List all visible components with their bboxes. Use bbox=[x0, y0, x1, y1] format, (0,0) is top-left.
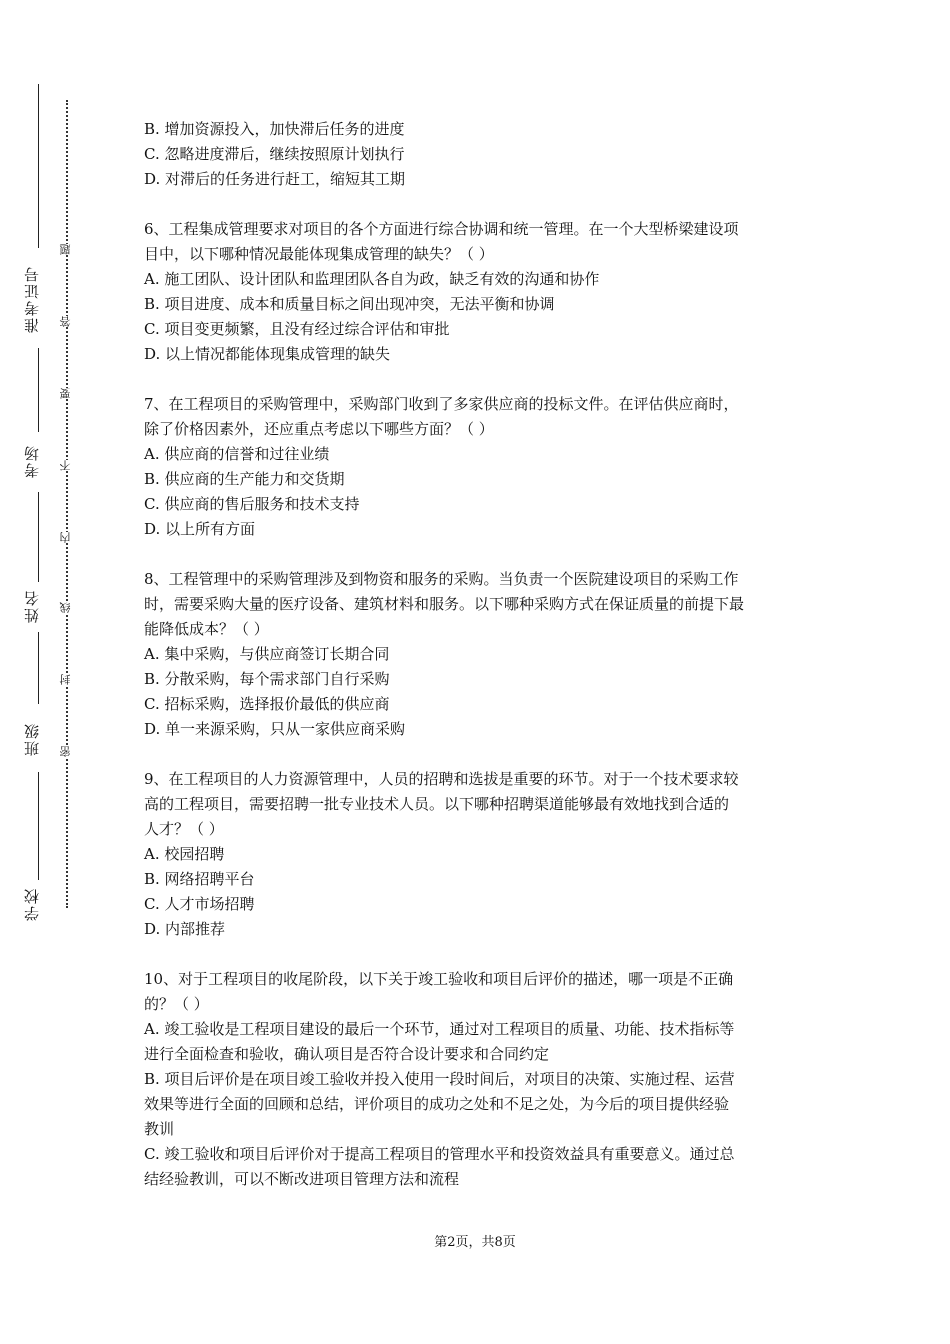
seal-char-nei: 内 bbox=[59, 532, 75, 543]
question-stem-line: 7、在工程项目的采购管理中，采购部门收到了多家供应商的投标文件。在评估供应商时， bbox=[144, 395, 739, 413]
option-line: D. 以上情况都能体现集成管理的缺失 bbox=[144, 345, 391, 363]
question-6 bbox=[144, 217, 812, 367]
option-line: D. 内部推荐 bbox=[144, 920, 226, 938]
option-line: B. 增加资源投入，加快滞后任务的进度 bbox=[144, 120, 405, 138]
question-7 bbox=[144, 392, 812, 542]
question-content bbox=[144, 117, 812, 1192]
seal-char-xian: 线 bbox=[59, 602, 75, 613]
option-line: C. 项目变更频繁，且没有经过综合评估和审批 bbox=[144, 320, 450, 338]
question-stem-line: 人才？（ ） bbox=[144, 820, 224, 838]
option-line: B. 供应商的生产能力和交货期 bbox=[144, 470, 345, 488]
option-line: 进行全面检查和验收，确认项目是否符合设计要求和合同约定 bbox=[144, 1045, 550, 1063]
option-line: C. 人才市场招聘 bbox=[144, 895, 255, 913]
seal-char-da: 答 bbox=[59, 316, 75, 327]
option-line: A. 施工团队、设计团队和监理团队各自为政，缺乏有效的沟通和协作 bbox=[144, 270, 600, 288]
question-stem-line: 10、对于工程项目的收尾阶段，以下关于竣工验收和项目后评价的描述，哪一项是不正确 bbox=[144, 970, 734, 988]
seal-char-mi: 密 bbox=[59, 746, 75, 757]
option-line: C. 忽略进度滞后，继续按照原计划执行 bbox=[144, 145, 405, 163]
question-stem-line: 目中，以下哪种情况最能体现集成管理的缺失？（ ） bbox=[144, 245, 494, 263]
seal-dotted-line bbox=[66, 100, 68, 908]
question-9 bbox=[144, 767, 812, 942]
option-line: C. 招标采购，选择报价最低的供应商 bbox=[144, 695, 390, 713]
option-line: A. 集中采购，与供应商签订长期合同 bbox=[144, 645, 390, 663]
exam-room-line bbox=[38, 348, 39, 432]
page-number: 第2页，共8页 bbox=[434, 1235, 516, 1250]
question-stem-line: 的？（ ） bbox=[144, 995, 209, 1013]
option-line: A. 供应商的信誉和过往业绩 bbox=[144, 445, 330, 463]
field-class: 班级 bbox=[23, 722, 41, 756]
question-stem-line: 9、在工程项目的人力资源管理中，人员的招聘和选拔是重要的环节。对于一个技术要求较 bbox=[144, 770, 739, 788]
field-name: 姓名 bbox=[23, 589, 41, 623]
school-line bbox=[38, 772, 39, 880]
option-line: 教训 bbox=[144, 1120, 175, 1138]
option-line: 效果等进行全面的回顾和总结，评价项目的成功之处和不足之处，为今后的项目提供经验 bbox=[144, 1095, 730, 1113]
seal-char-yao: 要 bbox=[59, 388, 75, 399]
question-stem-line: 高的工程项目，需要招聘一批专业技术人员。以下哪种招聘渠道能够最有效地找到合适的 bbox=[144, 795, 730, 813]
option-line: B. 项目后评价是在项目竣工验收并投入使用一段时间后，对项目的决策、实施过程、运营 bbox=[144, 1070, 735, 1088]
option-line: D. 对滞后的任务进行赶工，缩短其工期 bbox=[144, 170, 406, 188]
name-line bbox=[38, 492, 39, 582]
option-line: A. 竣工验收是工程项目建设的最后一个环节，通过对工程项目的质量、功能、技术指标等 bbox=[144, 1020, 735, 1038]
question-stem-line: 8、工程管理中的采购管理涉及到物资和服务的采购。当负责一个医院建设项目的采购工作 bbox=[144, 570, 739, 588]
field-id-number: 准考证号 bbox=[23, 265, 41, 333]
option-line: 结经验教训，可以不断改进项目管理方法和流程 bbox=[144, 1170, 460, 1188]
option-line: D. 单一来源采购，只从一家供应商采购 bbox=[144, 720, 406, 738]
option-line: B. 分散采购，每个需求部门自行采购 bbox=[144, 670, 390, 688]
seal-char-feng: 封 bbox=[59, 674, 75, 685]
seal-char-bu: 不 bbox=[59, 460, 75, 471]
option-line: C. 竣工验收和项目后评价对于提高工程项目的管理水平和投资效益具有重要意义。通过总 bbox=[144, 1145, 735, 1163]
id-number-line bbox=[38, 84, 39, 248]
question-5-continued bbox=[144, 117, 812, 192]
class-line bbox=[38, 632, 39, 704]
question-stem-line: 除了价格因素外，还应重点考虑以下哪些方面？（ ） bbox=[144, 420, 494, 438]
option-line: A. 校园招聘 bbox=[144, 845, 225, 863]
option-line: B. 项目进度、成本和质量目标之间出现冲突，无法平衡和协调 bbox=[144, 295, 555, 313]
seal-char-ti: 题 bbox=[59, 244, 75, 255]
field-school: 学校 bbox=[23, 887, 41, 921]
option-line: B. 网络招聘平台 bbox=[144, 870, 255, 888]
binding-margin bbox=[0, 0, 110, 1344]
option-line: C. 供应商的售后服务和技术支持 bbox=[144, 495, 360, 513]
field-exam-room: 考场 bbox=[23, 444, 41, 478]
option-line: D. 以上所有方面 bbox=[144, 520, 256, 538]
question-10 bbox=[144, 967, 812, 1192]
question-stem-line: 时，需要采购大量的医疗设备、建筑材料和服务。以下哪种采购方式在保证质量的前提下最 bbox=[144, 595, 745, 613]
question-8 bbox=[144, 567, 812, 742]
question-stem-line: 能降低成本？（ ） bbox=[144, 620, 269, 638]
question-stem-line: 6、工程集成管理要求对项目的各个方面进行综合协调和统一管理。在一个大型桥梁建设项 bbox=[144, 220, 739, 238]
